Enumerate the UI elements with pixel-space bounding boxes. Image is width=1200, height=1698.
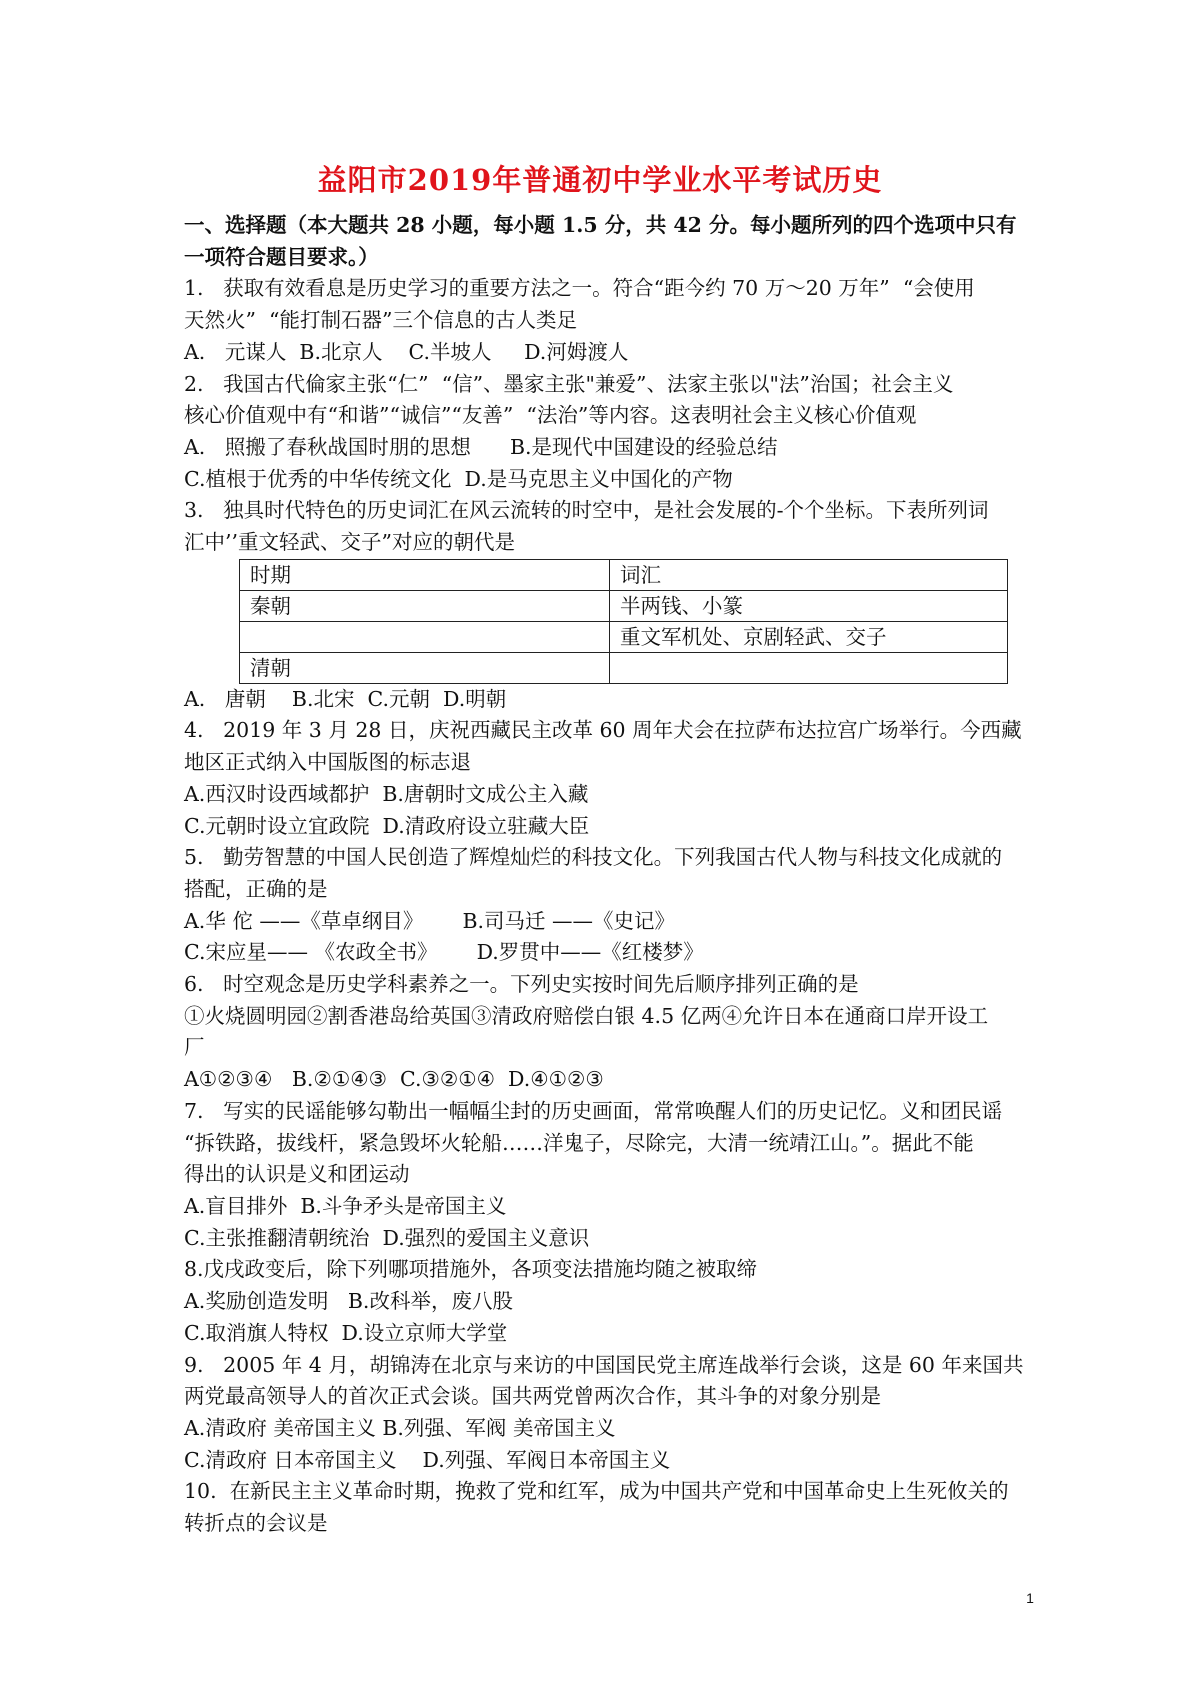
question-7-stem: 得出的认识是义和团运动 (184, 1162, 410, 1187)
table-row (240, 652, 1008, 683)
table-header-row (240, 559, 1008, 590)
question-9-stem: 9. 2005 年 4 月，胡锦涛在北京与来访的中国国民党主席连战举行会谈，这是 60 年来国共 (184, 1352, 1024, 1377)
question-2-stem: 核心价值观中有“和谐”“诚信”“友善” “法治”等内容。这表明社会主义核心价值观 (184, 403, 917, 428)
question-8-options: C.取消旗人特权 D.设立京师大学堂 (184, 1320, 508, 1345)
question-6-stem: 厂 (184, 1035, 205, 1060)
section-header-line: 一、选择题（本大题共 28 小题，每小题 1.5 分，共 42 分。每小题所列的四个选项中只有 (184, 213, 1017, 237)
question-7-options: C.主张推翻清朝统治 D.强烈的爱国主义意识 (184, 1225, 590, 1250)
question-8-options: A.奖励创造发明 B.改科举，废八股 (184, 1289, 513, 1314)
table-header-cell: 词汇 (610, 559, 1008, 590)
question-3-table (239, 559, 1008, 684)
question-2-options: A. 照搬了春秋战国时朋的思想 B.是现代中国建设的经验总结 (184, 434, 778, 459)
section-header-line: 一项符合题目要求。） (184, 244, 379, 269)
question-5-stem: 搭配，正确的是 (184, 876, 328, 901)
question-10-stem: 转折点的会议是 (184, 1511, 328, 1536)
table-cell: 清朝 (240, 652, 610, 683)
table-cell: 半两钱、小篆 (610, 590, 1008, 621)
question-7-stem: “拆铁路，拔线杆，紧急毁坏火轮船……洋鬼子，尽除完，大清一统靖江山。”。据此不能 (184, 1130, 974, 1155)
table-row (240, 590, 1008, 621)
question-10-stem: 10. 在新民主主义革命时期，挽救了党和红军，成为中国共产党和中国革命史上生死攸关的 (184, 1479, 1009, 1504)
question-6-stem: 6. 时空观念是历史学科素养之一。下列史实按时间先后顺序排列正确的是 (184, 972, 859, 997)
question-8-stem: 8.戊戌政变后，除下列哪项措施外，各项变法措施均随之被取缔 (184, 1257, 758, 1282)
question-1-options: A. 元谋人 B.北京人 C.半坡人 D.河姆渡人 (184, 339, 629, 364)
exam-title: 益阳市2019年普通初中学业水平考试历史 (317, 163, 883, 197)
question-4-options: A.西汉时设西域都护 B.唐朝时文成公主入藏 (184, 781, 589, 806)
question-3-stem: 汇中’’重文轻武、交子”对应的朝代是 (184, 530, 516, 555)
question-2-options: C.植根于优秀的中华传统文化 D.是马克思主义中国化的产物 (184, 466, 733, 491)
table-header-cell: 时期 (240, 559, 610, 590)
question-3-options: A. 唐朝 B.北宋 C.元朝 D.明朝 (184, 686, 507, 711)
table-cell (240, 621, 610, 652)
table-cell: 秦朝 (240, 590, 610, 621)
question-6-stem: ①火烧圆明园②割香港岛给英国③清政府赔偿白银 4.5 亿两④允许日本在通商口岸开设工 (184, 1003, 989, 1028)
table-cell (610, 652, 1008, 683)
question-9-stem: 两党最高领导人的首次正式会谈。国共两党曾两次合作，其斗争的对象分别是 (184, 1384, 881, 1409)
question-1-stem: 天然火” “能打制石器”三个信息的古人类足 (184, 308, 577, 333)
question-9-options: C.清政府 日本帝国主义 D.列强、军阀日本帝国主义 (184, 1447, 671, 1472)
question-7-stem: 7. 写实的民谣能够勾勒出一幅幅尘封的历史画面，常常唤醒人们的历史记忆。义和团民谣 (184, 1098, 1003, 1123)
question-4-stem: 4. 2019 年 3 月 28 日，庆祝西藏民主改革 60 周年犬会在拉萨布达拉宫广场举行。今西藏 (184, 718, 1022, 743)
question-2-stem: 2. 我国古代倫家主张“仁” “信”、墨家主张"兼爱”、法家主张以"法”治国；社会主义 (184, 371, 954, 396)
table-row (240, 621, 1008, 652)
question-9-options: A.清政府 美帝国主义 B.列强、军阀 美帝国主义 (184, 1415, 616, 1440)
question-3-stem: 3. 独具时代特色的历史词汇在风云流转的时空中，是社会发展的-个个坐标。下表所列词 (184, 498, 989, 523)
question-5-stem: 5. 勤劳智慧的中国人民创造了辉煌灿烂的科技文化。下列我国古代人物与科技文化成就的 (184, 845, 1003, 870)
table-cell: 重文军机处、京剧轻武、交子 (610, 621, 1008, 652)
question-5-options: A.华 佗 ——《草卓纲目》 B.司马迁 ——《史记》 (184, 908, 676, 933)
question-6-options: A①②③④ B.②①④③ C.③②①④ D.④①②③ (184, 1067, 604, 1092)
question-4-options: C.元朝时设立宜政院 D.清政府设立驻藏大臣 (184, 813, 590, 838)
exam-content (184, 210, 1034, 1540)
question-7-options: A.盲目排外 B.斗争矛头是帝国主义 (184, 1193, 507, 1218)
question-4-stem: 地区正式纳入中国版图的标志退 (184, 750, 471, 775)
page-number: 1 (1026, 1590, 1034, 1606)
question-5-options: C.宋应星—— 《农政全书》 D.罗贯中——《红楼梦》 (184, 940, 704, 965)
question-1-stem: 1. 获取有效看息是历史学习的重要方法之一。符合“距今约 70 万～20 万年” “会使用 (184, 276, 975, 301)
